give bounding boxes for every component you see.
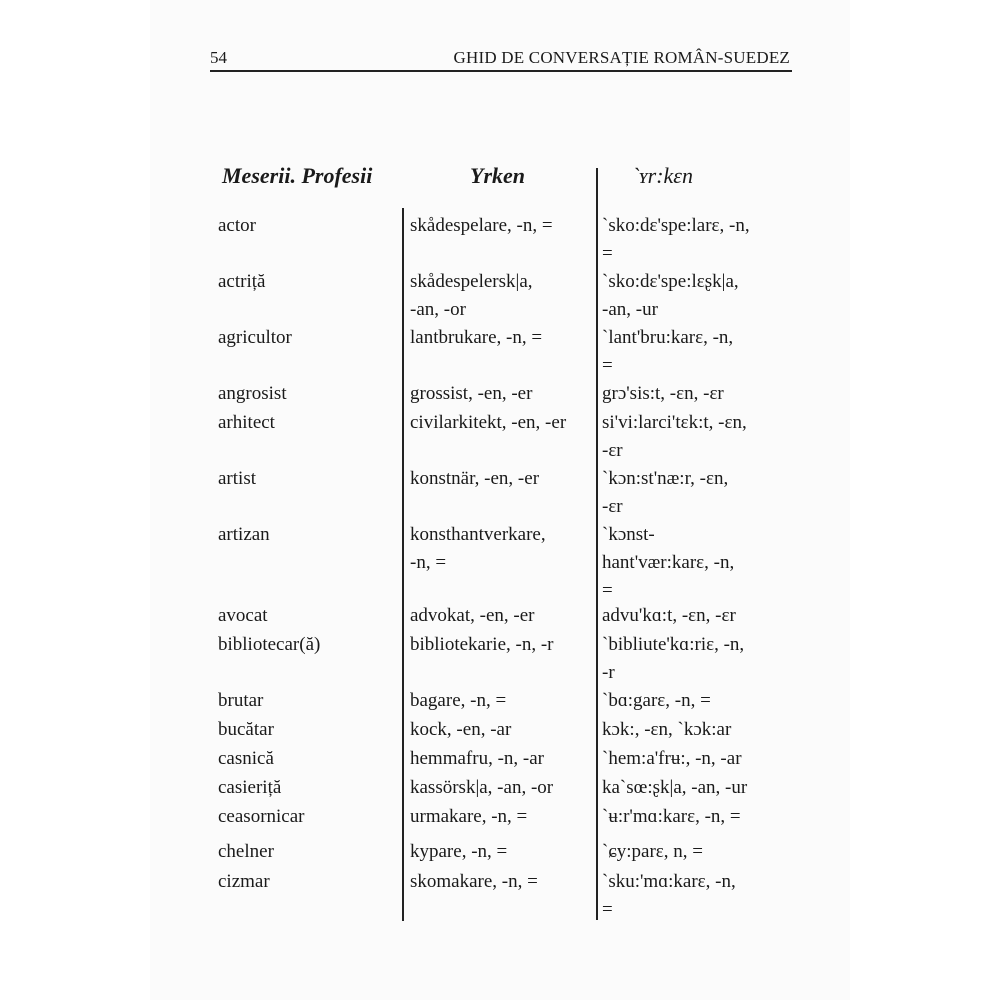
- swedish-term: [410, 803, 590, 831]
- romanian-term: ceasornicar: [218, 806, 305, 827]
- romanian-term: arhitect: [218, 412, 275, 433]
- phonetic-transcription: [602, 745, 792, 773]
- swedish-term: [410, 774, 590, 802]
- swedish-term: [410, 521, 590, 577]
- phonetic-line: -r: [602, 662, 615, 683]
- romanian-term: agricultor: [218, 327, 292, 348]
- swedish-term: [410, 631, 590, 659]
- swedish-term-line: skådespelersk|a,: [410, 271, 533, 292]
- phonetic-transcription: [602, 465, 792, 521]
- phonetic-transcription: [602, 868, 792, 924]
- swedish-term-line: lantbrukare, -n, =: [410, 327, 543, 348]
- swedish-term-line: civilarkitekt, -en, -er: [410, 412, 567, 433]
- phonetic-line: `sku:'mɑ:karɛ, -n,: [602, 871, 736, 892]
- romanian-term: casnică: [218, 748, 274, 769]
- swedish-term-line: bagare, -n, =: [410, 690, 507, 711]
- phonetic-transcription: [602, 602, 792, 630]
- phonetic-transcription: [602, 803, 792, 831]
- book-title: GHID DE CONVERSAȚIE ROMÂN-SUEDEZ: [453, 48, 790, 67]
- phonetic-line: `sko:dɛ'spe:larɛ, -n,: [602, 215, 750, 236]
- column-heading-swedish: Yrken: [470, 163, 525, 188]
- phonetic-line: -an, -ur: [602, 299, 658, 320]
- phonetic-line: =: [602, 899, 613, 920]
- swedish-term: [410, 716, 590, 744]
- swedish-term-line: konsthantverkare,: [410, 524, 546, 545]
- swedish-term-line: kassörsk|a, -an, -or: [410, 777, 554, 798]
- romanian-term: actor: [218, 215, 256, 236]
- romanian-term: artist: [218, 468, 256, 489]
- swedish-term: [410, 838, 590, 866]
- swedish-term: [410, 409, 590, 437]
- phonetic-line: `sko:dɛ'spe:lɛʂk|a,: [602, 271, 739, 292]
- phonetic-line: si'vi:larci'tɛk:t, -ɛn,: [602, 412, 747, 433]
- swedish-term: [410, 602, 590, 630]
- phonetic-transcription: [602, 380, 792, 408]
- phonetic-line: `kɔnst-: [602, 524, 655, 545]
- column-divider-right: [596, 168, 598, 920]
- page-header: [210, 46, 792, 72]
- swedish-term: [410, 687, 590, 715]
- column-heading-phonetic: `ʏr:kɛn: [632, 163, 693, 188]
- swedish-term-line: kock, -en, -ar: [410, 719, 512, 740]
- swedish-term: [410, 868, 590, 896]
- romanian-term: actriță: [218, 271, 266, 292]
- swedish-term: [410, 212, 590, 240]
- phonetic-line: -ɛr: [602, 496, 623, 517]
- romanian-term: cizmar: [218, 871, 270, 892]
- swedish-term-line: skomakare, -n, =: [410, 871, 538, 892]
- phonetic-transcription: [602, 716, 792, 744]
- phonetic-line: `ʉ:r'mɑ:karɛ, -n, =: [602, 806, 741, 827]
- phonetic-transcription: [602, 631, 792, 687]
- romanian-term: angrosist: [218, 383, 287, 404]
- swedish-term-line: kypare, -n, =: [410, 841, 508, 862]
- swedish-term: [410, 268, 590, 324]
- phonetic-line: `lant'bru:karɛ, -n,: [602, 327, 734, 348]
- swedish-term-line: -n, =: [410, 552, 447, 573]
- phonetic-transcription: [602, 324, 792, 380]
- phonetic-line: ka`sœ:ʂk|a, -an, -ur: [602, 777, 748, 798]
- phonetic-transcription: [602, 521, 792, 605]
- phonetic-transcription: [602, 409, 792, 465]
- romanian-term: casieriță: [218, 777, 282, 798]
- phonetic-line: `ɕy:parɛ, n, =: [602, 841, 703, 862]
- swedish-term-line: skådespelare, -n, =: [410, 215, 553, 236]
- column-divider-left: [402, 208, 404, 921]
- phonetic-line: kɔk:, -ɛn, `kɔk:ar: [602, 719, 732, 740]
- swedish-term: [410, 380, 590, 408]
- swedish-term-line: -an, -or: [410, 299, 466, 320]
- swedish-term: [410, 745, 590, 773]
- column-heading-romanian: Meserii. Profesii: [222, 163, 373, 188]
- swedish-term-line: hemmafru, -n, -ar: [410, 748, 544, 769]
- phonetic-line: grɔ'sis:t, -ɛn, -ɛr: [602, 383, 724, 404]
- phonetic-line: `hem:a'frʉ:, -n, -ar: [602, 748, 742, 769]
- phonetic-transcription: [602, 838, 792, 866]
- romanian-term: bibliotecar(ă): [218, 634, 321, 655]
- swedish-term-line: konstnär, -en, -er: [410, 468, 540, 489]
- romanian-term: chelner: [218, 841, 274, 862]
- swedish-term: [410, 324, 590, 352]
- phonetic-transcription: [602, 268, 792, 324]
- phonetic-line: =: [602, 355, 613, 376]
- phonetic-transcription: [602, 212, 792, 268]
- swedish-term-line: advokat, -en, -er: [410, 605, 535, 626]
- swedish-term-line: grossist, -en, -er: [410, 383, 533, 404]
- phonetic-line: `kɔn:st'næ:r, -ɛn,: [602, 468, 729, 489]
- romanian-term: brutar: [218, 690, 264, 711]
- swedish-term-line: urmakare, -n, =: [410, 806, 528, 827]
- swedish-term-line: bibliotekarie, -n, -r: [410, 634, 554, 655]
- romanian-term: bucătar: [218, 719, 274, 740]
- page-number: 54: [210, 48, 227, 67]
- phonetic-line: -ɛr: [602, 440, 623, 461]
- phonetic-line: advu'kɑ:t, -ɛn, -ɛr: [602, 605, 736, 626]
- romanian-term: artizan: [218, 524, 270, 545]
- phonetic-line: =: [602, 580, 613, 601]
- phonetic-line: `bɑ:garɛ, -n, =: [602, 690, 711, 711]
- phonetic-line: hant'vær:karɛ, -n,: [602, 552, 735, 573]
- phonetic-line: `bibliute'kɑ:riɛ, -n,: [602, 634, 745, 655]
- phonetic-transcription: [602, 687, 792, 715]
- romanian-term: avocat: [218, 605, 268, 626]
- swedish-term: [410, 465, 590, 493]
- phonetic-line: =: [602, 243, 613, 264]
- phonetic-transcription: [602, 774, 792, 802]
